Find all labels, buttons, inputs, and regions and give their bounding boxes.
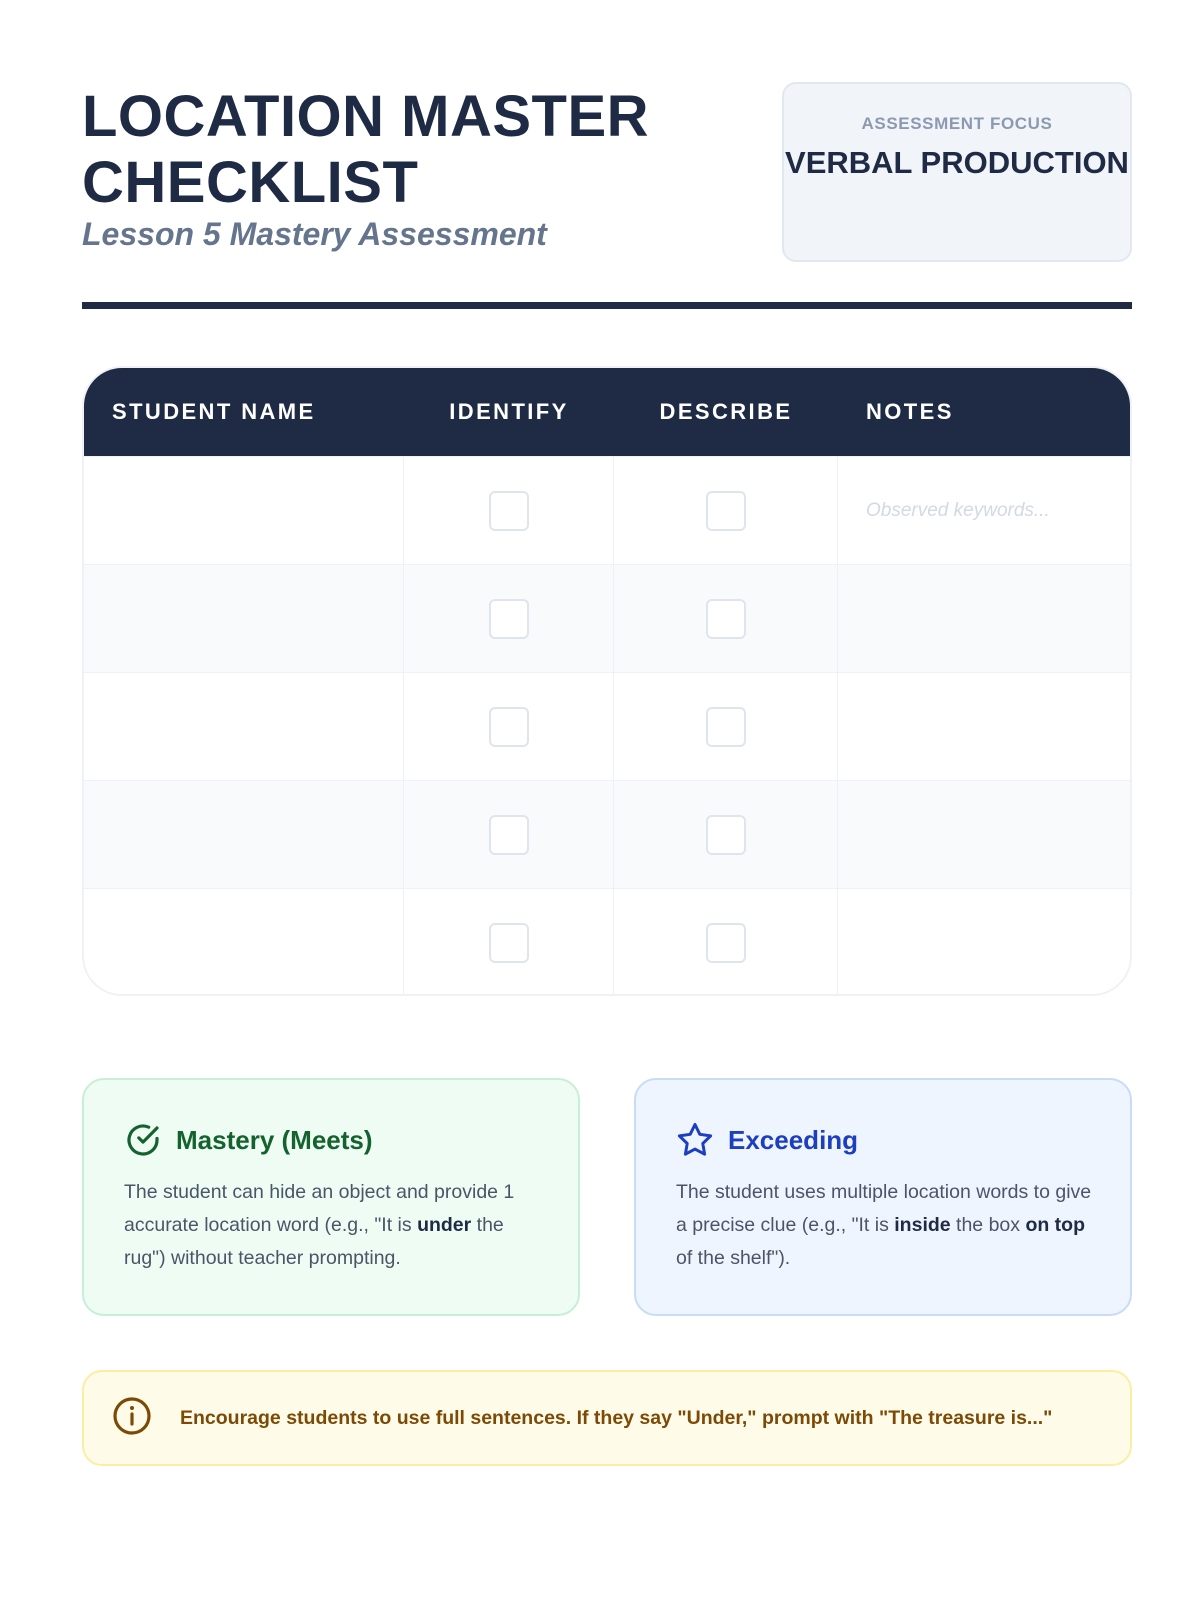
mastery-criteria-title: Mastery (Meets)	[176, 1124, 373, 1155]
mastery-criteria-card	[82, 1078, 580, 1316]
notes-cell[interactable]	[838, 889, 1130, 996]
exceeding-criteria-description	[676, 1176, 1092, 1275]
exceeding-description-text: the box	[950, 1214, 1026, 1236]
page-title: LOCATION MASTER CHECKLIST	[82, 84, 650, 215]
table-row	[84, 780, 1130, 888]
mastery-description-text: The student can hide an object and provide 1 accurate location word (e.g., "It is	[124, 1181, 515, 1236]
describe-checkbox[interactable]	[706, 491, 746, 531]
teacher-tip-text: Encourage students to use full sentences. If they say "Under," prompt with "The treasure is..."	[180, 1406, 1053, 1429]
identify-checkbox[interactable]	[489, 707, 529, 747]
identify-cell	[404, 565, 614, 672]
exceeding-criteria-title: Exceeding	[728, 1124, 859, 1155]
notes-cell[interactable]	[838, 457, 1130, 564]
exceeding-keyword: on top	[1025, 1214, 1085, 1236]
describe-cell	[614, 565, 838, 672]
column-header-describe: DESCRIBE	[659, 399, 793, 424]
identify-cell	[404, 781, 614, 888]
check-circle-icon	[124, 1121, 162, 1159]
student-name-cell[interactable]	[84, 457, 404, 564]
student-name-cell[interactable]	[84, 565, 404, 672]
column-header-notes: NOTES	[866, 399, 954, 424]
exceeding-description-text: of the shelf").	[676, 1247, 791, 1269]
table-row	[84, 456, 1130, 564]
header-divider	[82, 302, 1132, 309]
mastery-description-text: the rug") without teacher prompting.	[124, 1214, 504, 1269]
describe-checkbox[interactable]	[706, 707, 746, 747]
column-header-identify: IDENTIFY	[449, 399, 569, 424]
identify-checkbox[interactable]	[489, 491, 529, 531]
student-checklist-table	[82, 366, 1132, 996]
assessment-focus-card	[782, 82, 1132, 262]
table-row	[84, 672, 1130, 780]
student-name-cell[interactable]	[84, 781, 404, 888]
notes-cell[interactable]	[838, 781, 1130, 888]
describe-cell	[614, 457, 838, 564]
student-name-cell[interactable]	[84, 673, 404, 780]
exceeding-keyword: inside	[894, 1214, 951, 1236]
assessment-focus-value: VERBAL PRODUCTION	[785, 145, 1129, 180]
assessment-focus-label: ASSESSMENT FOCUS	[861, 114, 1053, 133]
exceeding-criteria-header	[676, 1120, 1092, 1160]
describe-checkbox[interactable]	[706, 815, 746, 855]
page-header	[82, 78, 1132, 268]
mastery-criteria-header	[124, 1120, 540, 1160]
describe-cell	[614, 673, 838, 780]
identify-cell	[404, 673, 614, 780]
mastery-keyword: under	[417, 1214, 472, 1236]
page-subtitle: Lesson 5 Mastery Assessment	[82, 216, 547, 252]
exceeding-description-text: The student uses multiple location words to give a precise clue (e.g., "It is	[676, 1181, 1092, 1236]
table-header	[84, 368, 1130, 456]
identify-cell	[404, 457, 614, 564]
star-icon	[676, 1121, 714, 1159]
table-row	[84, 564, 1130, 672]
teacher-tip-banner	[82, 1370, 1132, 1466]
exceeding-criteria-card	[634, 1078, 1132, 1316]
column-header-student-name: STUDENT NAME	[112, 399, 316, 424]
notes-placeholder: Observed keywords...	[866, 499, 1050, 521]
identify-cell	[404, 889, 614, 996]
describe-cell	[614, 889, 838, 996]
identify-checkbox[interactable]	[489, 599, 529, 639]
describe-checkbox[interactable]	[706, 599, 746, 639]
identify-checkbox[interactable]	[489, 815, 529, 855]
notes-cell[interactable]	[838, 673, 1130, 780]
describe-checkbox[interactable]	[706, 923, 746, 963]
notes-cell[interactable]	[838, 565, 1130, 672]
mastery-criteria-description	[124, 1176, 540, 1275]
table-row	[84, 888, 1130, 996]
student-name-cell[interactable]	[84, 889, 404, 996]
identify-checkbox[interactable]	[489, 923, 529, 963]
info-icon	[112, 1396, 152, 1441]
describe-cell	[614, 781, 838, 888]
